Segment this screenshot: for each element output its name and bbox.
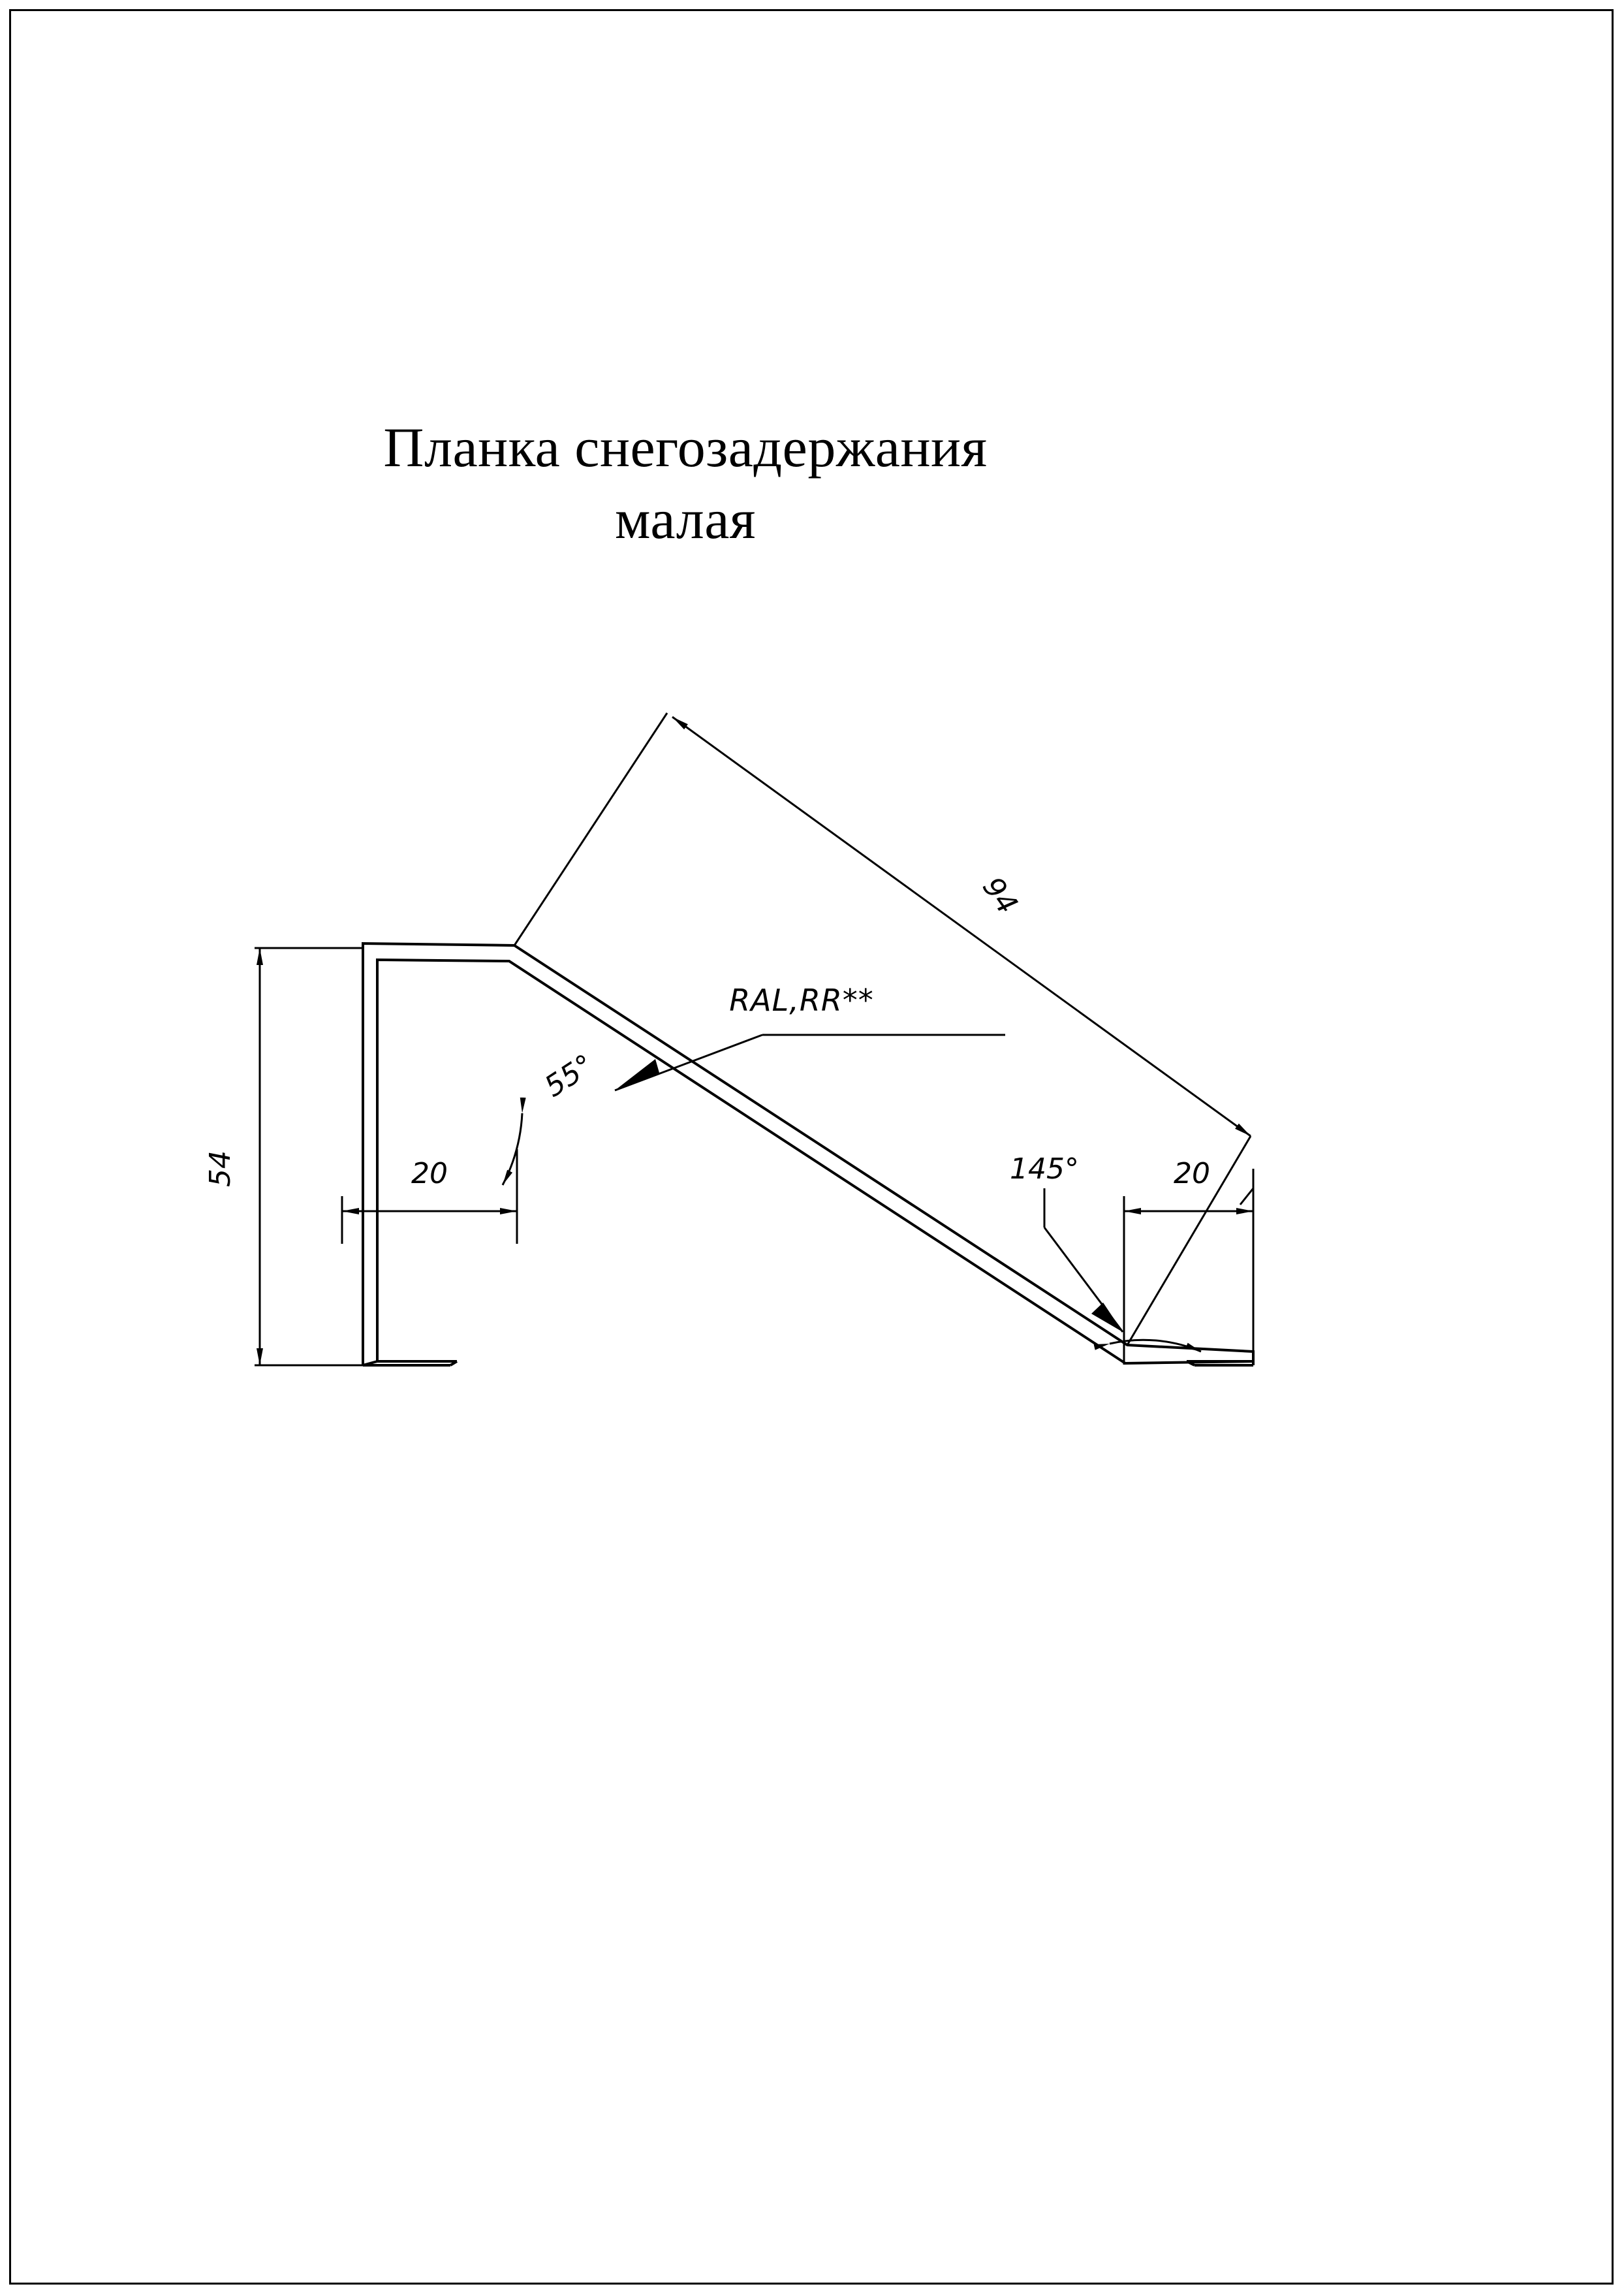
angle-right-label: 145°	[1010, 1152, 1079, 1186]
angle-left-arc	[503, 1113, 522, 1185]
dimension-slope-label: 94	[975, 871, 1024, 921]
title-line-1: Планка снегозадержания	[383, 416, 988, 479]
title-line-2: малая	[615, 488, 756, 551]
dimension-height-label: 54	[204, 1150, 237, 1187]
dimension-flange-left-label: 20	[411, 1157, 448, 1190]
dimension-slope	[514, 713, 1253, 1345]
angle-left-label: 55°	[539, 1048, 600, 1104]
dimension-flange-right-label: 20	[1174, 1157, 1210, 1190]
material-leader	[615, 1035, 1005, 1090]
dimension-flange-right	[1124, 1169, 1253, 1365]
material-note-label: RAL,RR**	[729, 983, 874, 1018]
dimension-height	[255, 948, 363, 1365]
